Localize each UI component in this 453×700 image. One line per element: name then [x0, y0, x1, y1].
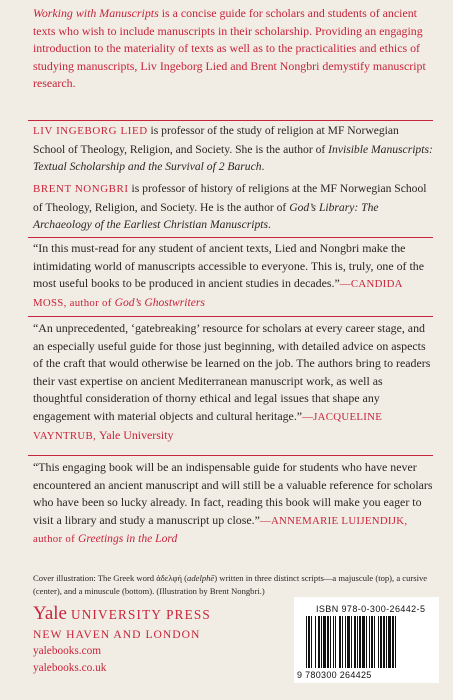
quote-affiliation: Yale University [99, 427, 174, 442]
quote-author: —JACQUELINE VAYNTRUB [33, 410, 383, 442]
publisher-city: NEW HAVEN AND LONDON [33, 628, 201, 641]
blurb-text: is a concise guide for scholars and students of ancient texts who wish to include manuscripts in their scholarship. Providing an engaging introduction to the materiality of texts as well as to the practicalities and ethics of studying manuscripts, Liv Ingeborg Lied and Brent Nongbri demystify manuscript research. [33, 6, 426, 90]
author-bio-nongbri [33, 180, 433, 234]
quote-author: —ANNEMARIE LUIJENDIJK [259, 514, 405, 527]
bio-text: is professor of the study of religion at MF Norwegian School of Theology, Religion, and Society. She is the author of [33, 124, 399, 156]
logo-yale: Yale [33, 603, 67, 624]
author-bio-lied [33, 122, 433, 176]
bio-end: . [261, 160, 265, 173]
quote-text: “An unprecedented, ‘gatebreaking’ resource for scholars at every career stage, and an especially useful guide for those just beginning, with detailed advice on aspects of the craft that would otherwise be learned on the job. The authors bring to readers their vast expertise on ancient Mediterranean manuscript work, as well as thoughtful consideration of thorny ethical and legal issues that shape any engagement with material objects and cultural heritage.” [33, 321, 431, 423]
divider [28, 237, 433, 238]
website-uk[interactable]: yalebooks.co.uk [33, 662, 107, 674]
quote-text: “In this must-read for any student of ancient texts, Lied and Nongbri make the intimidating world of manuscripts accessible to everyone. This is, truly, one of the most useful books to be produced in ancient studies in decades.” [33, 241, 424, 291]
blurb-title: Working with Manuscripts [33, 6, 159, 20]
author-name: BRENT NONGBRI [33, 183, 129, 195]
quote-prefix: , [93, 429, 100, 442]
cover-illustration-credit [33, 572, 443, 597]
quote-prefix: , author of [63, 296, 115, 309]
quote-affiliation: God’s Ghostwriters [114, 295, 205, 309]
cover-word: adelphē [187, 573, 215, 583]
divider [28, 120, 433, 121]
quote-author: —CANDIDA MOSS [33, 278, 403, 309]
endorsement-luijendijk [33, 459, 433, 549]
logo-university-press: UNIVERSITY PRESS [70, 607, 211, 622]
bio-text: is professor of history of religions at the MF Norwegian School of Theology, Religion, and Society. He is the author of [33, 182, 427, 214]
divider [28, 455, 433, 456]
endorsement-vayntrub [33, 320, 433, 445]
isbn-label: ISBN 978-0-300-26442-5 [316, 604, 426, 614]
quote-prefix: , author of [33, 514, 408, 546]
barcode-digits: 9 780300 264425 [297, 670, 372, 680]
cover-prefix: Cover illustration: The Greek word ἀδελφή ( [33, 573, 188, 583]
bio-end: . [267, 218, 271, 231]
barcode-icon [306, 616, 431, 668]
quote-affiliation: Greetings in the Lord [77, 532, 178, 546]
bio-book: Invisible Manuscripts: Textual Scholarship and the Survival of 2 Baruch [33, 142, 433, 173]
cover-suffix: ) written in three distinct scripts—a majuscule (top), a cursive (center), and a minuscule (bottom). (Illustration by Brent Nongbri.) [33, 573, 428, 596]
website-us[interactable]: yalebooks.com [33, 645, 102, 657]
endorsement-moss [33, 240, 433, 312]
bio-book: God’s Library: The Archaeology of the Earliest Christian Manuscripts [33, 200, 379, 231]
author-name: LIV INGEBORG LIED [33, 125, 148, 137]
quote-text: “This engaging book will be an indispensable guide for students who have never encountered an ancient manuscript and will still be a valuable reference for scholars who have been so lucky already. In fact, reading this book will make you eager to visit a library and study a manuscript up close.” [33, 460, 433, 527]
publisher-logo [33, 603, 211, 625]
book-blurb [33, 5, 433, 93]
divider [28, 316, 433, 317]
